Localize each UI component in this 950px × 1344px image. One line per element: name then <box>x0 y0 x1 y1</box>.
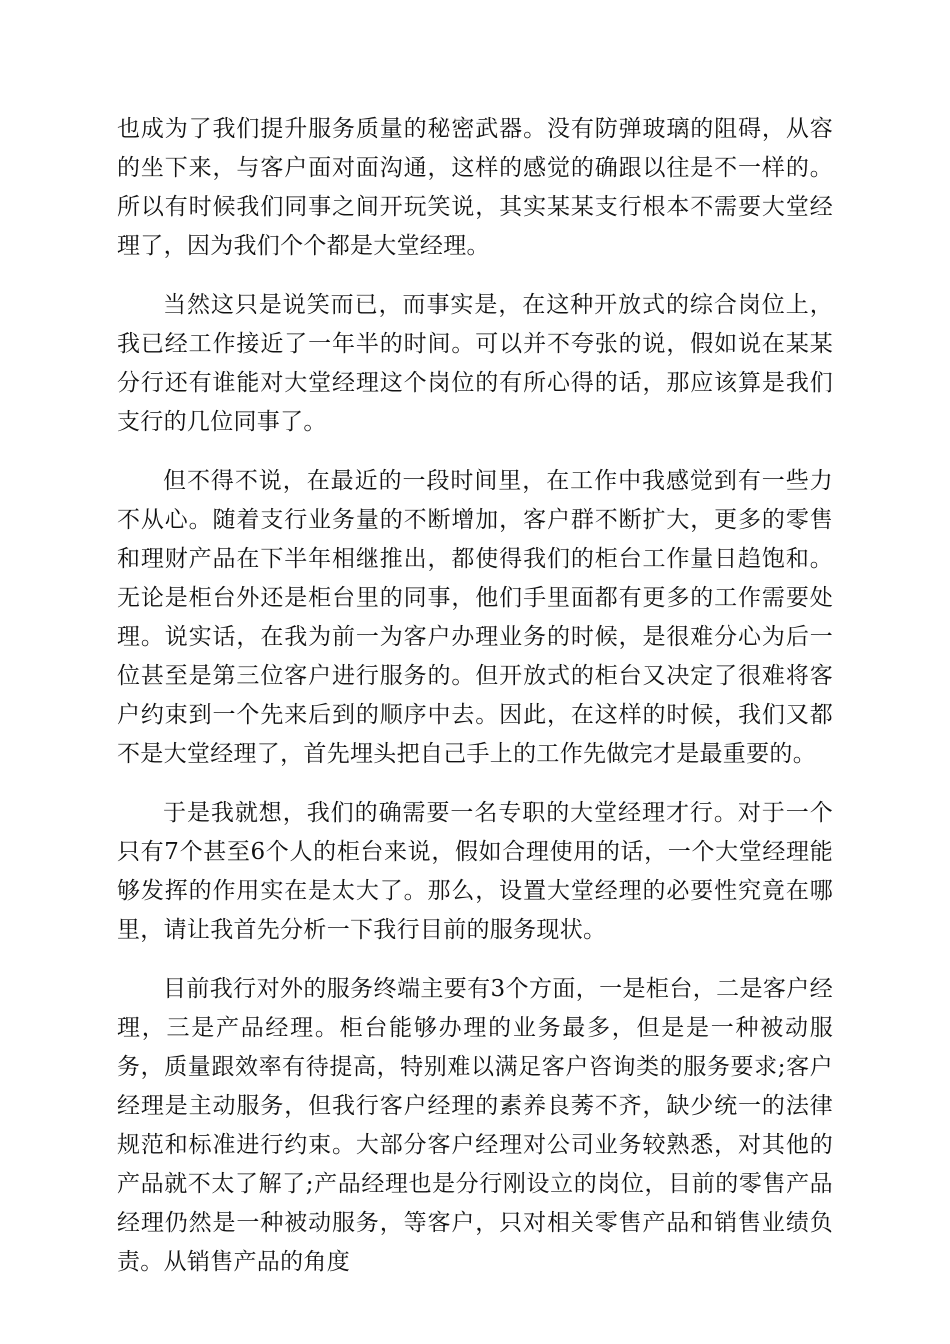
paragraph-5: 目前我行对外的服务终端主要有3个方面，一是柜台，二是客户经理，三是产品经理。柜台能够办理的业务最多，但是是一种被动服务，质量跟效率有待提高，特别难以满足客户咨询类的服务要求;客户经理是主动服务，但我行客户经理的素养良莠不齐，缺少统一的法律规范和标准进行约束。大部分客户经理对公司业务较熟悉，对其他的产品就不太了解了;产品经理也是分行刚设立的岗位，目前的零售产品经理仍然是一种被动服务，等客户，只对相关零售产品和销售业绩负责。从销售产品的角度 <box>117 976 833 1275</box>
paragraph-4: 于是我就想，我们的确需要一名专职的大堂经理才行。对于一个只有7个甚至6个人的柜台来说，假如合理使用的话，一个大堂经理能够发挥的作用实在是太大了。那么，设置大堂经理的必要性究竟在哪里，请让我首先分析一下我行目前的服务现状。 <box>117 800 833 943</box>
document-body <box>117 110 833 1302</box>
paragraph-2: 当然这只是说笑而已，而事实是，在这种开放式的综合岗位上，我已经工作接近了一年半的时间。可以并不夸张的说，假如说在某某分行还有谁能对大堂经理这个岗位的有所心得的话，那应该算是我们支行的几位同事了。 <box>117 292 833 435</box>
paragraph-3: 但不得不说，在最近的一段时间里，在工作中我感觉到有一些力不从心。随着支行业务量的不断增加，客户群不断扩大，更多的零售和理财产品在下半年相继推出，都使得我们的柜台工作量日趋饱和。无论是柜台外还是柜台里的同事，他们手里面都有更多的工作需要处理。说实话，在我为前一为客户办理业务的时候，是很难分心为后一位甚至是第三位客户进行服务的。但开放式的柜台又决定了很难将客户约束到一个先来后到的顺序中去。因此，在这样的时候，我们又都不是大堂经理了，首先埋头把自己手上的工作先做完才是最重要的。 <box>117 468 833 767</box>
paragraph-1: 也成为了我们提升服务质量的秘密武器。没有防弹玻璃的阻碍，从容的坐下来，与客户面对面沟通，这样的感觉的确跟以往是不一样的。所以有时候我们同事之间开玩笑说，其实某某支行根本不需要大堂经理了，因为我们个个都是大堂经理。 <box>117 116 833 259</box>
